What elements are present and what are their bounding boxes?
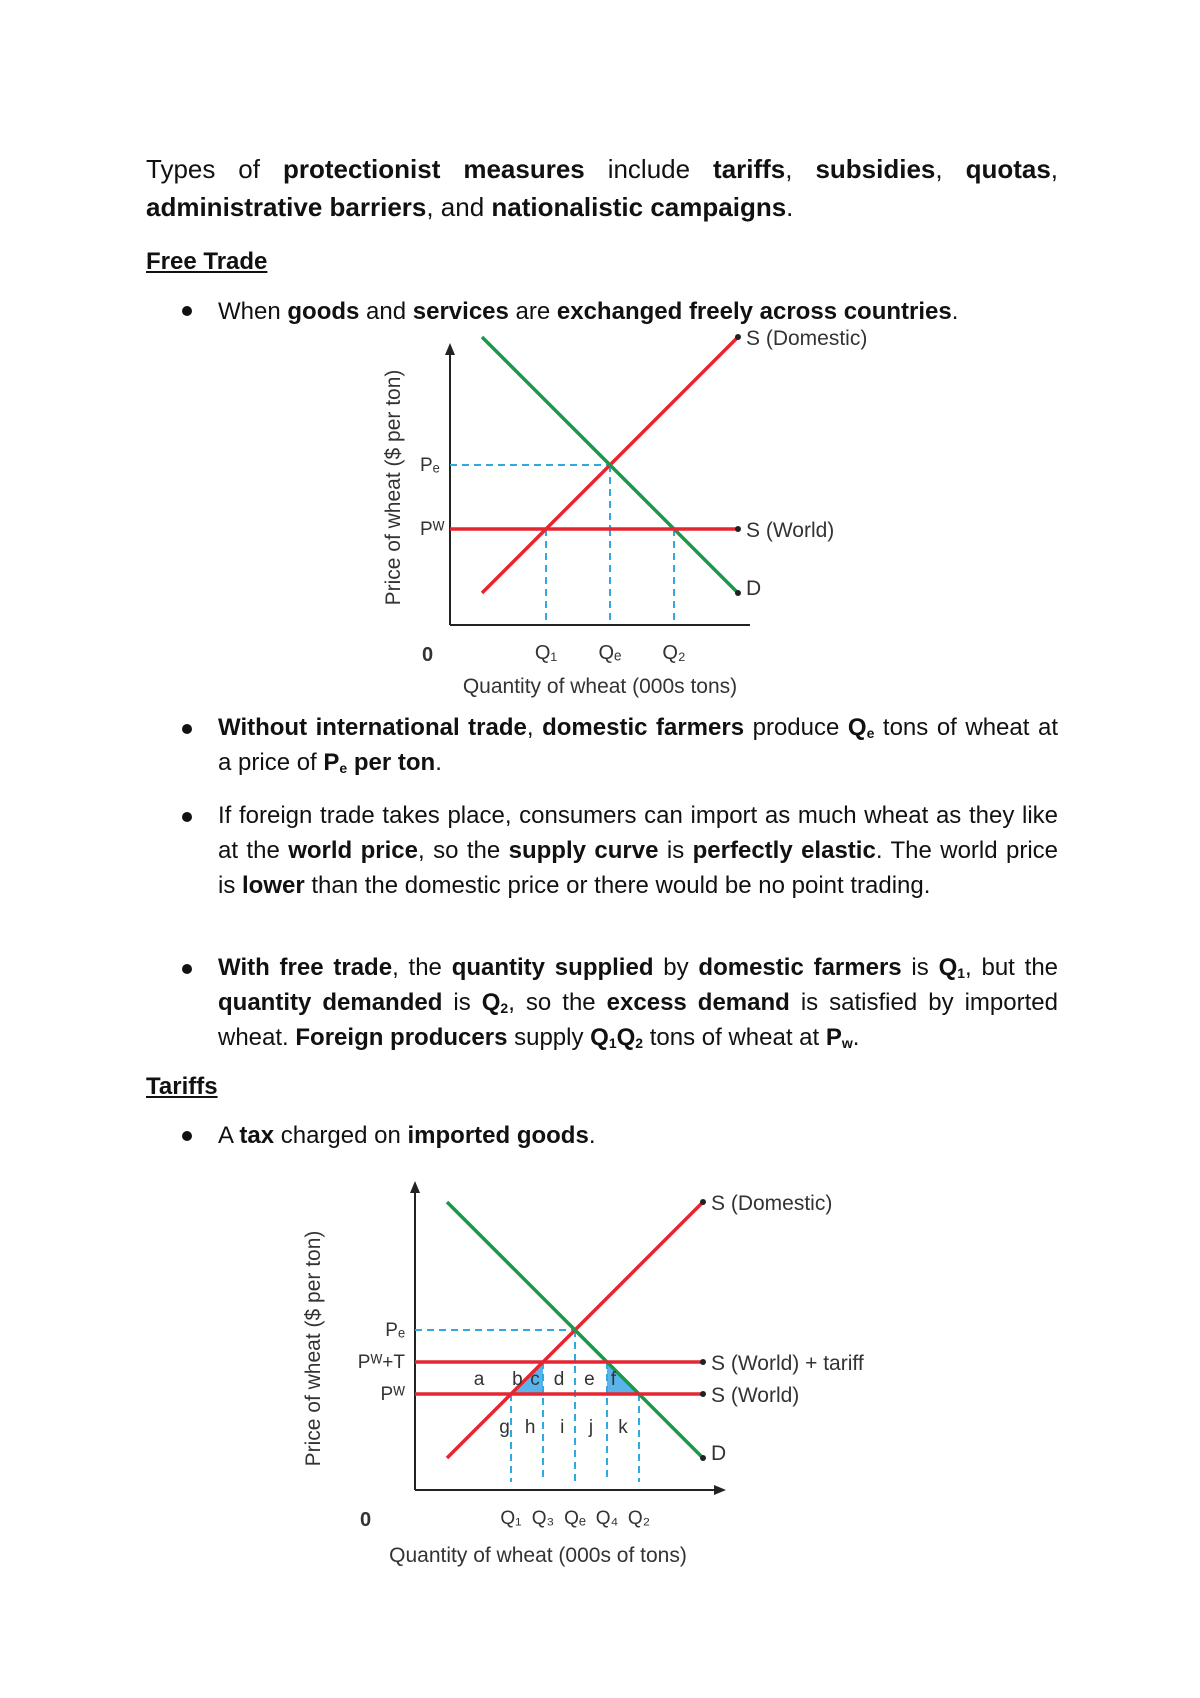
label-s-domestic: S (Domestic): [746, 327, 868, 350]
area-label-g: g: [499, 1417, 510, 1438]
intro-paragraph: Types of protectionist measures include tariffs, subsidies, quotas, administrative barriers, and nationalistic campaigns.: [146, 154, 1059, 222]
y-tick-pw-t: Pᵂ+T: [357, 1352, 405, 1373]
tariff-chart: [302, 1175, 880, 1575]
bullet-icon: [182, 724, 192, 734]
label-s-world: S (World): [711, 1384, 800, 1407]
area-label-d: d: [553, 1369, 565, 1390]
free-trade-bullet-4: With free trade, the quantity supplied by domestic farmers is $Q_1$, but the quantity demanded is $Q_2$, so the excess demand is satisfied by imported wheat. Foreign producers supply $Q_1Q_2$ tons of wheat at $P_w$.: [218, 954, 1059, 1051]
label-s-world-tariff: S (World) + tariff: [711, 1352, 864, 1375]
label-demand: D: [746, 577, 762, 600]
area-label-e: e: [584, 1369, 595, 1390]
bullet-icon: [182, 306, 192, 316]
demand-endpoint: [735, 590, 741, 596]
x-axis-title: Quantity of wheat (000s tons): [462, 675, 738, 698]
y-tick-pw: Pᵂ: [420, 519, 445, 540]
demand-endpoint: [700, 1455, 706, 1461]
label-demand: D: [711, 1442, 727, 1465]
x-tick-label: Q₃: [531, 1508, 555, 1529]
origin-label: 0: [422, 644, 434, 666]
domestic-endpoint: [700, 1199, 706, 1205]
y-axis-arrow-icon: [445, 343, 455, 355]
x-tick-label: Q₂: [662, 642, 686, 664]
x-tick-label: Q₁: [534, 642, 558, 664]
bullet-icon: [182, 1131, 192, 1141]
x-tick-label: Qₑ: [564, 1508, 586, 1529]
y-axis-title: Price of wheat ($ per ton): [382, 369, 405, 606]
area-label-c: c: [530, 1369, 540, 1390]
area-label-f: f: [610, 1369, 617, 1390]
x-tick-label: Q₁: [500, 1508, 522, 1529]
area-label-k: k: [618, 1417, 628, 1438]
y-tick-pe: Pₑ: [385, 1320, 405, 1341]
area-label-b: b: [512, 1369, 523, 1390]
x-axis-arrow-icon: [714, 1485, 726, 1495]
free-trade-bullet-1: When goods and services are exchanged freely across countries.: [218, 298, 959, 325]
free-trade-bullet-2: Without international trade, domestic farmers produce $Q_e$ tons of wheat at a price of $P_e$ per ton.: [218, 714, 1058, 776]
area-label-i: i: [560, 1417, 565, 1438]
y-tick-pw: Pᵂ: [380, 1384, 405, 1405]
area-label-a: a: [473, 1369, 485, 1390]
x-tick-label: Qₑ: [598, 642, 622, 664]
x-axis-title: Quantity of wheat (000s of tons): [389, 1544, 687, 1567]
area-label-h: h: [524, 1417, 536, 1438]
area-label-j: j: [588, 1417, 594, 1438]
origin-label: 0: [360, 1509, 372, 1531]
bullet-icon: [182, 812, 192, 822]
domestic-endpoint: [735, 334, 741, 340]
free-trade-bullet-3: If foreign trade takes place, consumers can import as much wheat as they like at the world price, so the supply curve is perfectly elastic. The world price is lower than the domestic price or there would be no point trading.: [218, 802, 1059, 899]
tariff-endpoint: [700, 1359, 706, 1365]
y-tick-pe: Pₑ: [420, 455, 440, 476]
label-s-domestic: S (Domestic): [711, 1192, 833, 1215]
x-tick-label: Q₄: [595, 1508, 619, 1529]
bullet-icon: [182, 964, 192, 974]
tariffs-heading: Tariffs: [146, 1073, 218, 1100]
y-axis-arrow-icon: [410, 1181, 420, 1193]
tariffs-bullet-1: A tax charged on imported goods.: [218, 1122, 596, 1149]
x-tick-label: Q₂: [627, 1508, 651, 1529]
world-endpoint: [700, 1391, 706, 1397]
y-axis-title: Price of wheat ($ per ton): [302, 1230, 325, 1467]
world-endpoint: [735, 526, 741, 532]
free-trade-heading: Free Trade: [146, 248, 268, 275]
label-s-world: S (World): [746, 519, 835, 542]
free-trade-chart: [370, 327, 890, 705]
